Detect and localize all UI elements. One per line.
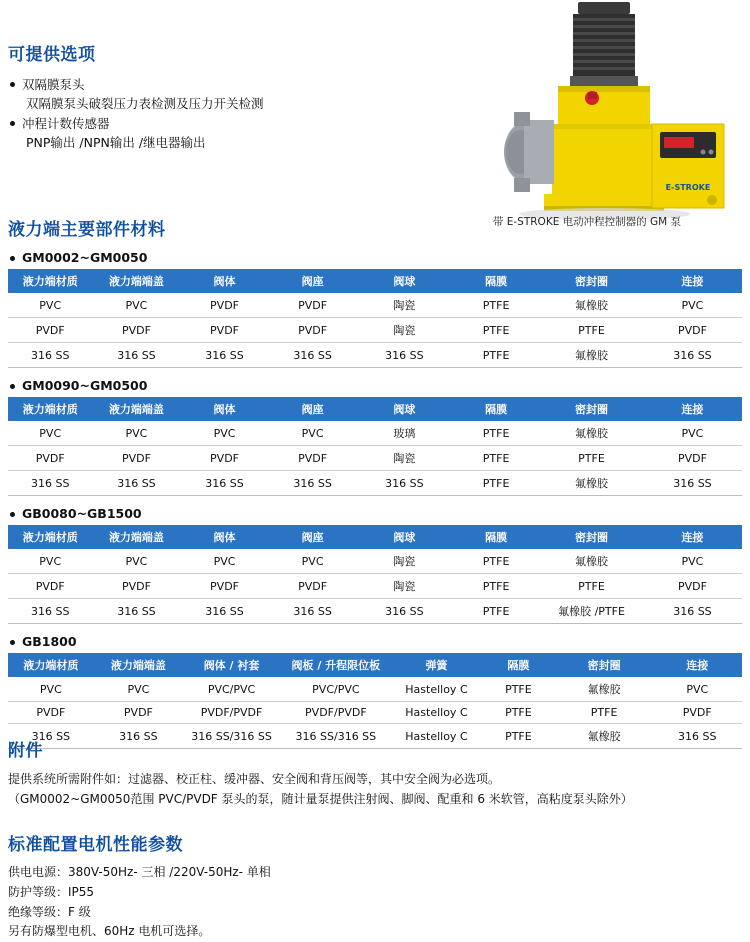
figure-caption: 带 E-STROKE 电动冲程控制器的 GM 泵: [492, 216, 682, 228]
table-row: [8, 599, 742, 624]
cell: 316 SS: [180, 343, 268, 368]
pump-photo: [440, 0, 740, 235]
cell: PTFE: [452, 421, 540, 446]
cell: PTFE: [540, 446, 643, 471]
cell: PVDF: [180, 318, 268, 343]
cell: PVDF: [269, 446, 357, 471]
accessories-title: 附件: [8, 741, 43, 761]
cell: PVDF: [92, 574, 180, 599]
column-header: 阀板 / 升程限位板: [280, 653, 392, 677]
material-group: [8, 634, 742, 749]
cell: Hastelloy C: [392, 677, 481, 702]
table-row: [8, 343, 742, 368]
table-row: [8, 574, 742, 599]
column-header: 密封圈: [556, 653, 653, 677]
material-group: [8, 506, 742, 624]
column-header: 阀体: [180, 525, 268, 549]
materials-section: [8, 215, 742, 749]
cell: PVDF: [269, 574, 357, 599]
cell: PVC: [8, 677, 94, 702]
cell: PVDF: [643, 574, 742, 599]
accessories-line: （GM0002~GM0050范围 PVC/PVDF 泵头的泵，随计量泵提供注射阀、脚阀、配重和 6 米软管，高粘度泵头除外）: [8, 792, 633, 807]
cell: 316 SS: [8, 599, 92, 624]
cell: 316 SS: [653, 724, 742, 749]
motor-body: [8, 863, 742, 942]
materials-table: [8, 653, 742, 749]
list-item: 冲程计数传感器: [8, 114, 428, 133]
cell: 316 SS: [8, 724, 94, 749]
column-header: 液力端端盖: [92, 269, 180, 293]
cell: 316 SS: [269, 471, 357, 496]
cell: PTFE: [452, 318, 540, 343]
column-header: 密封圈: [540, 397, 643, 421]
cell: PTFE: [540, 574, 643, 599]
cell: PVDF: [653, 702, 742, 724]
cell: PVC: [180, 421, 268, 446]
column-header: 连接: [653, 653, 742, 677]
options-list: [8, 75, 428, 153]
motor-line: 绝缘等级：F 级: [8, 904, 91, 919]
cell: 陶瓷: [357, 318, 452, 343]
materials-table: [8, 397, 742, 496]
cell: PVDF: [643, 318, 742, 343]
cell: PTFE: [556, 702, 653, 724]
cell: 玻璃: [357, 421, 452, 446]
cell: PVDF: [269, 318, 357, 343]
motor-section: [8, 830, 742, 942]
list-item-sub: 双隔膜泵头破裂压力表检测及压力开关检测: [26, 96, 264, 112]
material-group: [8, 250, 742, 368]
materials-table: [8, 269, 742, 368]
cell: 316 SS: [8, 343, 92, 368]
cell: 316 SS: [269, 343, 357, 368]
cell: PTFE: [452, 549, 540, 574]
group-label: GM0002~GM0050: [8, 250, 742, 265]
cell: PTFE: [452, 343, 540, 368]
cell: PVC: [92, 421, 180, 446]
materials-table: [8, 525, 742, 624]
column-header: 液力端材质: [8, 653, 94, 677]
cell: PVDF/PVDF: [280, 702, 392, 724]
table-header-row: [8, 525, 742, 549]
cell: 316 SS: [180, 471, 268, 496]
accessories-line: 提供系统所需附件如：过滤器、校正柱、缓冲器、安全阀和背压阀等，其中安全阀为必选项。: [8, 772, 501, 786]
column-header: 阀球: [357, 525, 452, 549]
cell: 316 SS: [357, 471, 452, 496]
cell: PVDF: [8, 446, 92, 471]
cell: PVDF/PVDF: [183, 702, 280, 724]
cell: PVC: [8, 421, 92, 446]
group-label: GB1800: [8, 634, 742, 649]
cell: PVDF: [180, 574, 268, 599]
column-header: 隔膜: [481, 653, 556, 677]
cell: 氟橡胶: [540, 471, 643, 496]
motor-line: 防护等级：IP55: [8, 884, 95, 899]
cell: PVDF: [8, 574, 92, 599]
column-header: 液力端材质: [8, 525, 92, 549]
column-header: 阀体 / 衬套: [183, 653, 280, 677]
column-header: 弹簧: [392, 653, 481, 677]
motor-line: 另有防爆型电机、60Hz 电机可选择。: [8, 924, 211, 939]
cell: 陶瓷: [357, 549, 452, 574]
cell: PVDF: [94, 702, 183, 724]
cell: PTFE: [452, 599, 540, 624]
material-group: [8, 378, 742, 496]
cell: 氟橡胶: [556, 677, 653, 702]
cell: PVC: [94, 677, 183, 702]
column-header: 隔膜: [452, 525, 540, 549]
cell: 316 SS: [643, 599, 742, 624]
cell: 氟橡胶: [540, 343, 643, 368]
cell: 316 SS: [92, 471, 180, 496]
column-header: 阀座: [269, 269, 357, 293]
cell: 氟橡胶: [540, 549, 643, 574]
cell: PVC: [643, 421, 742, 446]
cell: 氟橡胶: [540, 421, 643, 446]
cell: 316 SS: [8, 471, 92, 496]
cell: PVDF: [8, 318, 92, 343]
cell: 316 SS: [357, 343, 452, 368]
cell: PVC: [653, 677, 742, 702]
column-header: 密封圈: [540, 269, 643, 293]
cell: PVDF: [643, 446, 742, 471]
list-item: 双隔膜泵头: [8, 75, 428, 94]
cell: PVDF: [269, 293, 357, 318]
table-row: [8, 446, 742, 471]
cell: PTFE: [452, 574, 540, 599]
cell: PTFE: [481, 724, 556, 749]
cell: PVC: [8, 293, 92, 318]
options-section: [8, 40, 428, 153]
column-header: 液力端端盖: [94, 653, 183, 677]
cell: 316 SS: [269, 599, 357, 624]
cell: PVC: [92, 549, 180, 574]
column-header: 液力端端盖: [92, 525, 180, 549]
accessories-section: [8, 736, 742, 810]
cell: 氟橡胶: [540, 293, 643, 318]
cell: PVDF: [92, 318, 180, 343]
cell: PVC: [643, 549, 742, 574]
cell: 316 SS: [643, 471, 742, 496]
table-row: [8, 677, 742, 702]
column-header: 阀球: [357, 269, 452, 293]
column-header: 隔膜: [452, 269, 540, 293]
cell: PVC: [8, 549, 92, 574]
table-header-row: [8, 269, 742, 293]
svg-text:E-STROKE: E-STROKE: [665, 183, 711, 192]
cell: PVDF: [92, 446, 180, 471]
motor-title: 标准配置电机性能参数: [8, 835, 183, 855]
table-row: [8, 293, 742, 318]
cell: PVDF: [8, 702, 94, 724]
group-label: GM0090~GM0500: [8, 378, 742, 393]
cell: PVC: [92, 293, 180, 318]
cell: PVC/PVC: [183, 677, 280, 702]
cell: 陶瓷: [357, 446, 452, 471]
table-row: [8, 549, 742, 574]
cell: PVDF: [180, 293, 268, 318]
column-header: 液力端材质: [8, 269, 92, 293]
cell: PVC/PVC: [280, 677, 392, 702]
cell: 氟橡胶 /PTFE: [540, 599, 643, 624]
cell: PTFE: [481, 677, 556, 702]
cell: 316 SS/316 SS: [280, 724, 392, 749]
accessories-body: [8, 769, 742, 810]
cell: PVC: [269, 421, 357, 446]
column-header: 阀座: [269, 525, 357, 549]
table-header-row: [8, 397, 742, 421]
column-header: 液力端材质: [8, 397, 92, 421]
column-header: 连接: [643, 269, 742, 293]
cell: PTFE: [452, 446, 540, 471]
group-label: GB0080~GB1500: [8, 506, 742, 521]
table-header-row: [8, 653, 742, 677]
cell: PVC: [643, 293, 742, 318]
cell: 陶瓷: [357, 293, 452, 318]
cell: 316 SS: [180, 599, 268, 624]
column-header: 隔膜: [452, 397, 540, 421]
table-row: [8, 471, 742, 496]
table-row: [8, 421, 742, 446]
cell: 316 SS/316 SS: [183, 724, 280, 749]
cell: 氟橡胶: [556, 724, 653, 749]
list-item-sub: PNP输出 /NPN输出 /继电器输出: [26, 135, 206, 151]
column-header: 阀座: [269, 397, 357, 421]
table-row: [8, 318, 742, 343]
cell: 316 SS: [357, 599, 452, 624]
column-header: 阀球: [357, 397, 452, 421]
materials-title: 液力端主要部件材料: [8, 220, 166, 240]
column-header: 液力端端盖: [92, 397, 180, 421]
cell: PVC: [269, 549, 357, 574]
column-header: 阀体: [180, 397, 268, 421]
cell: 316 SS: [92, 599, 180, 624]
column-header: 连接: [643, 525, 742, 549]
column-header: 密封圈: [540, 525, 643, 549]
cell: PTFE: [540, 318, 643, 343]
motor-line: 供电电源：380V-50Hz- 三相 /220V-50Hz- 单相: [8, 865, 271, 879]
cell: 316 SS: [643, 343, 742, 368]
cell: PTFE: [452, 293, 540, 318]
cell: 316 SS: [92, 343, 180, 368]
options-title: 可提供选项: [8, 45, 96, 65]
cell: PVDF: [180, 446, 268, 471]
cell: 316 SS: [94, 724, 183, 749]
column-header: 连接: [643, 397, 742, 421]
table-row: [8, 702, 742, 724]
column-header: 阀体: [180, 269, 268, 293]
cell: 陶瓷: [357, 574, 452, 599]
cell: Hastelloy C: [392, 724, 481, 749]
cell: PTFE: [481, 702, 556, 724]
cell: Hastelloy C: [392, 702, 481, 724]
cell: PVC: [180, 549, 268, 574]
cell: PTFE: [452, 471, 540, 496]
